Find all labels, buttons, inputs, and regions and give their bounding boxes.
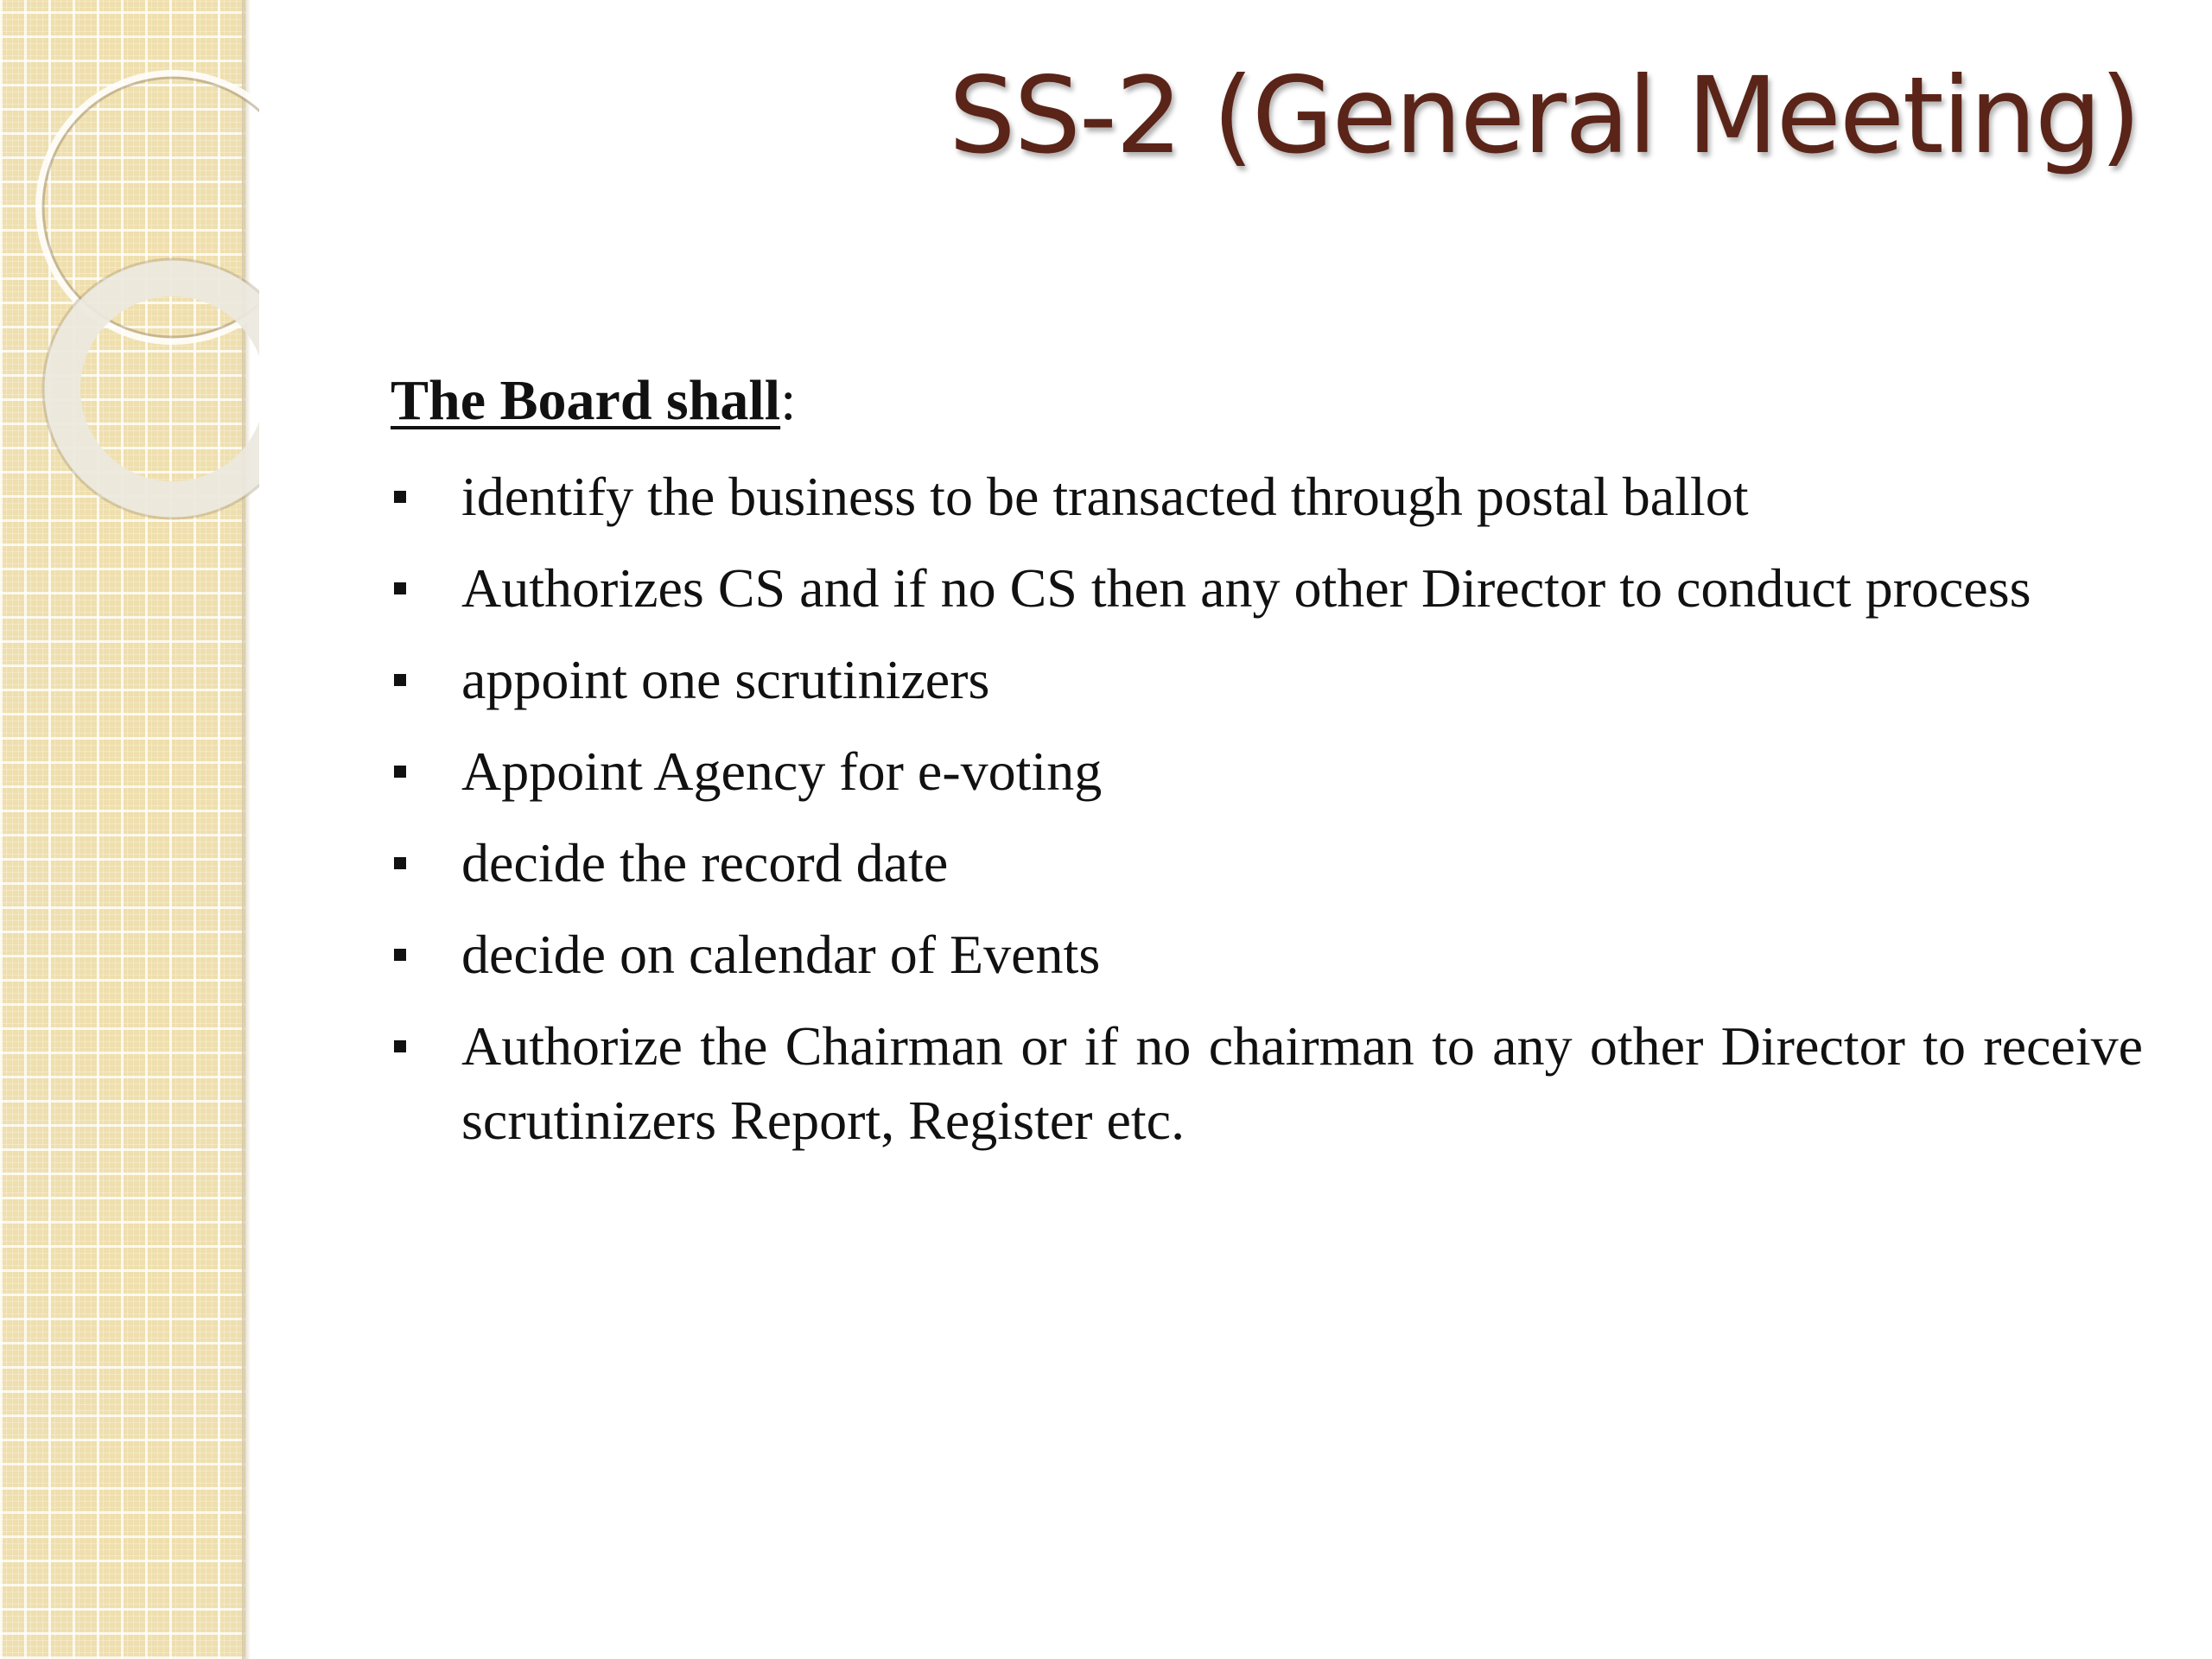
list-item xyxy=(391,734,2143,809)
list-item-text: Appoint Agency for e-voting xyxy=(461,741,1103,802)
square-bullet-icon xyxy=(394,582,406,594)
board-duties-list xyxy=(391,460,2143,1158)
list-item-text: identify the business to be transacted through postal ballot xyxy=(461,466,1749,527)
list-item-text: Authorize the Chairman or if no chairman to any other Director to receive scrutinizers Report, Register etc. xyxy=(461,1015,2143,1151)
list-item xyxy=(391,1009,2143,1158)
slide-body xyxy=(391,353,2143,1175)
list-item xyxy=(391,643,2143,717)
board-heading xyxy=(391,353,2143,449)
square-bullet-icon xyxy=(394,857,406,869)
square-bullet-icon xyxy=(394,949,406,961)
slide-title: SS-2 (General Meeting) xyxy=(949,54,2139,177)
small-ring xyxy=(62,278,259,499)
list-item xyxy=(391,460,2143,534)
square-bullet-icon xyxy=(394,766,406,778)
square-bullet-icon xyxy=(394,674,406,686)
list-item-text: decide the record date xyxy=(461,832,949,893)
decorative-rings-graphic xyxy=(0,0,259,553)
list-item-text: decide on calendar of Events xyxy=(461,924,1101,985)
board-heading-colon: : xyxy=(780,369,797,432)
list-item xyxy=(391,551,2143,626)
square-bullet-icon xyxy=(394,1040,406,1052)
list-item-text: Authorizes CS and if no CS then any other Director to conduct process xyxy=(461,557,2031,619)
board-heading-label: The Board shall xyxy=(391,369,781,432)
square-bullet-icon xyxy=(394,491,406,503)
list-item xyxy=(391,826,2143,900)
list-item-text: appoint one scrutinizers xyxy=(461,649,990,710)
list-item xyxy=(391,918,2143,992)
